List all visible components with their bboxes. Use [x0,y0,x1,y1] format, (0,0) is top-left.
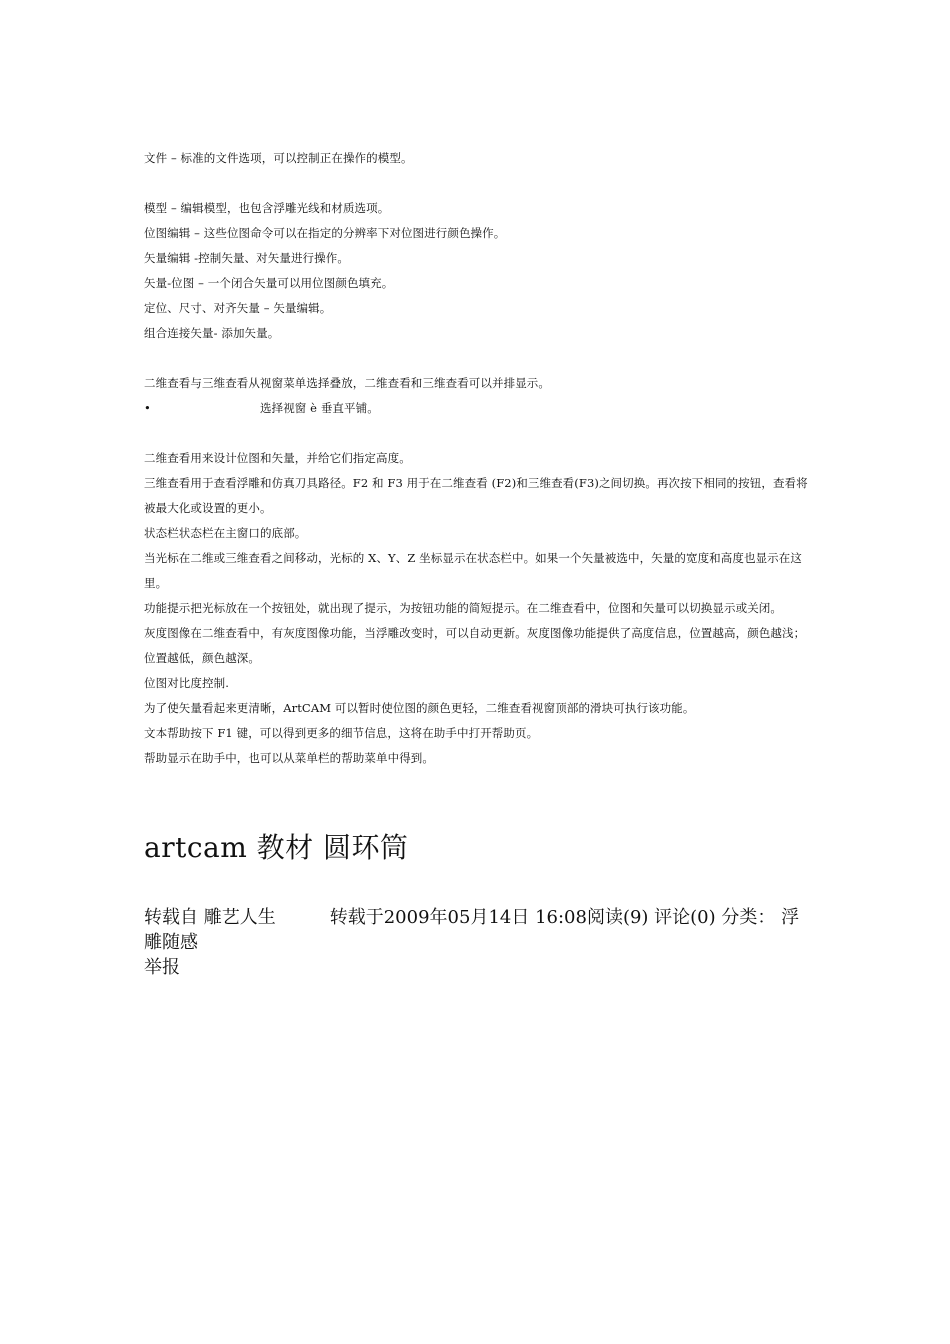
blank-line [144,171,814,196]
paragraph-line: 矢量-位图 – 一个闭合矢量可以用位图颜色填充。 [144,276,394,290]
paragraph-line: 为了使矢量看起来更清晰，ArtCAM 可以暂时使位图的颜色更轻，二维查看视窗顶部的滑块可执行该功能。 [144,701,695,715]
paragraph-line: 位图对比度控制. [144,676,229,690]
meta-line [144,905,814,955]
paragraph-line: 矢量编辑 -控制矢量、对矢量进行操作。 [144,251,349,265]
paragraph-line: 灰度图像在二维查看中，有灰度图像功能，当浮雕改变时，可以自动更新。灰度图像功能提供了高度信息，位置越高，颜色越浅；位置越低，颜色越深。 [144,626,806,665]
bullet-text: 选择视窗 è 垂直平铺。 [260,401,379,415]
blank-line [144,346,814,371]
blank-line [144,421,814,446]
source-link[interactable]: 转载自 雕艺人生 [144,907,276,928]
paragraph-line: 位图编辑 – 这些位图命令可以在指定的分辨率下对位图进行颜色操作。 [144,226,506,240]
paragraph-line: 定位、尺寸、对齐矢量 – 矢量编辑。 [144,301,332,315]
paragraph-line: 文件 – 标准的文件选项，可以控制正在操作的模型。 [144,151,413,165]
bullet-dot: • [144,401,151,415]
paragraph-line: 三维查看用于查看浮雕和仿真刀具路径。F2 和 F3 用于在二维查看 (F2)和三维查看(F3)之间切换。再次按下相同的按钮，查看将被最大化或设置的更小。 [144,476,808,515]
paragraph-line: 组合连接矢量- 添加矢量。 [144,326,280,340]
bullet-item [144,396,814,421]
article-meta [144,905,814,980]
paragraph-line: 二维查看用来设计位图和矢量，并给它们指定高度。 [144,451,411,465]
paragraph-line: 功能提示把光标放在一个按钮处，就出现了提示，为按钮功能的简短提示。在二维查看中，位图和矢量可以切换显示或关闭。 [144,601,782,615]
posted-info: 转载于2009年05月14日 16:08阅读(9) 评论(0) 分类： 浮雕随感 [144,907,800,953]
report-link[interactable]: 举报 [144,957,180,978]
paragraph-line: 状态栏状态栏在主窗口的底部。 [144,526,307,540]
paragraph-line: 文本帮助按下 F1 键，可以得到更多的细节信息，这将在助手中打开帮助页。 [144,726,539,740]
paragraph-line: 模型 – 编辑模型，也包含浮雕光线和材质选项。 [144,201,390,215]
paragraph-line: 当光标在二维或三维查看之间移动，光标的 X、Y、Z 坐标显示在状态栏中。如果一个矢量被选中，矢量的宽度和高度也显示在这里。 [144,551,802,590]
body-text [144,146,814,771]
paragraph-line: 二维查看与三维查看从视窗菜单选择叠放，二维查看和三维查看可以并排显示。 [144,376,550,390]
article-title: artcam 教材 圆环筒 [144,831,409,864]
paragraph-line: 帮助显示在助手中，也可以从菜单栏的帮助菜单中得到。 [144,751,434,765]
